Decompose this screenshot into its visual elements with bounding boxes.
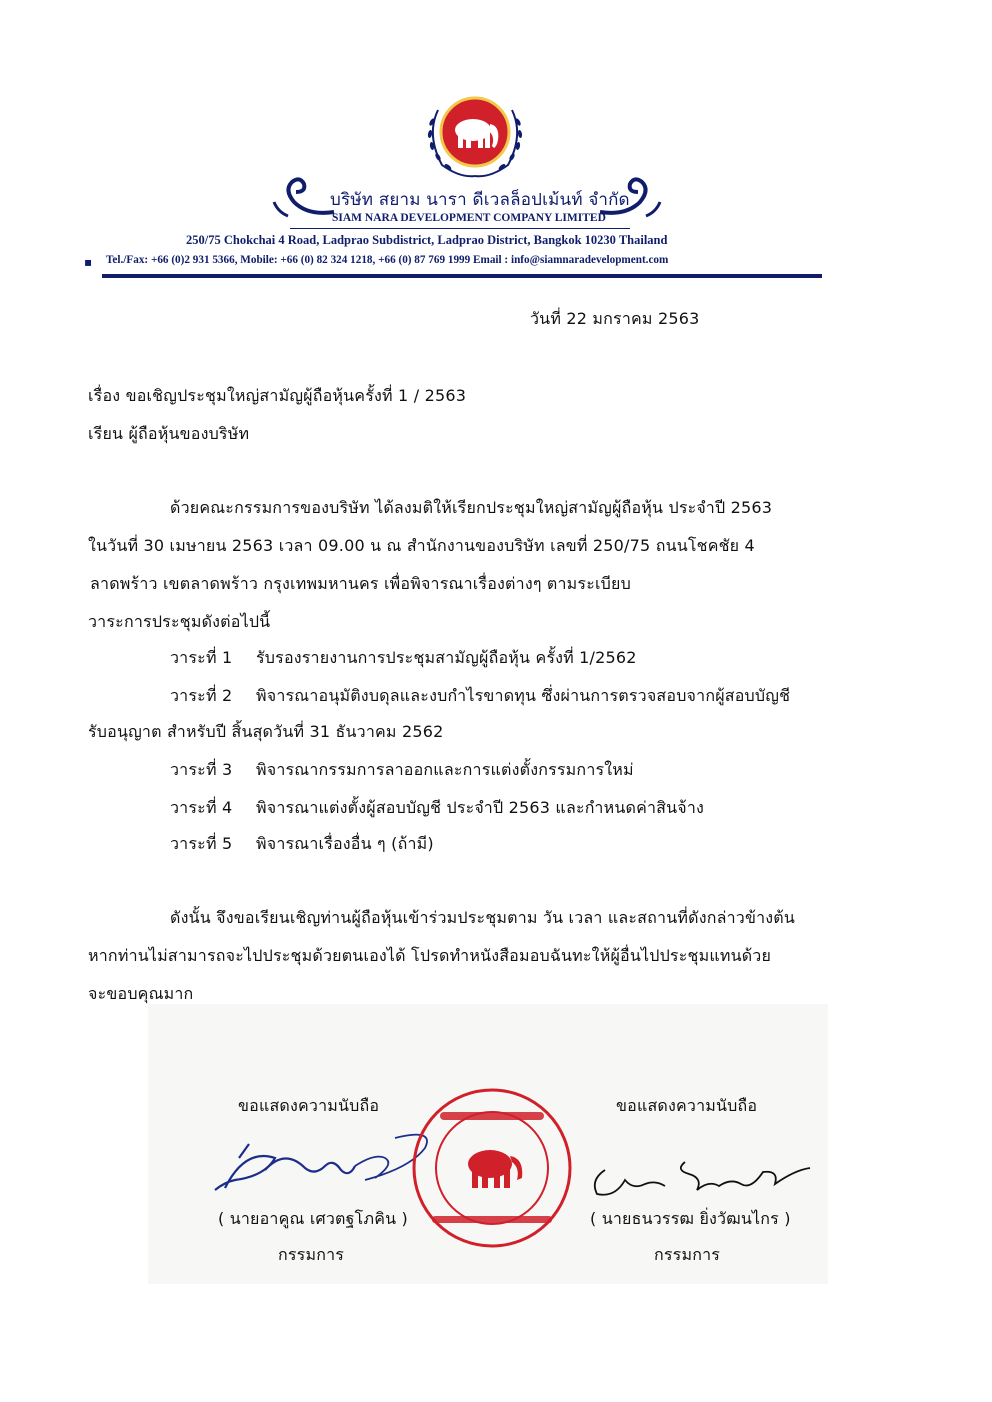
closing-right: ขอแสดงความนับถือ bbox=[616, 1096, 758, 1115]
agenda-4-number: วาระที่ 4 bbox=[170, 798, 233, 817]
agenda-3-text: พิจารณากรรมการลาออกและการแต่งตั้งกรรมการใหม่ bbox=[256, 760, 634, 779]
company-contact: Tel./Fax: +66 (0)2 931 5366, Mobile: +66 (0) 82 324 1218, +66 (0) 87 769 1999 Email : info@siamnaradevelopment.com bbox=[106, 254, 669, 266]
letter-date: วันที่ 22 มกราคม 2563 bbox=[530, 309, 700, 328]
company-address: 250/75 Chokchai 4 Road, Ladprao Subdistrict, Ladprao District, Bangkok 10230 Thailand bbox=[186, 233, 668, 247]
handwritten-signature-left bbox=[205, 1118, 445, 1208]
company-name-thai: บริษัท สยาม นารา ดีเวลล็อปเม้นท์ จำกัด bbox=[330, 190, 630, 210]
letter-subject: เรื่อง ขอเชิญประชุมใหญ่สามัญผู้ถือหุ้นครั้งที่ 1 / 2563 bbox=[88, 386, 467, 405]
left-scroll-ornament-icon bbox=[268, 172, 338, 222]
paragraph-1-line-4: วาระการประชุมดังต่อไปนี้ bbox=[88, 612, 271, 631]
agenda-5-number: วาระที่ 5 bbox=[170, 834, 233, 853]
paragraph-1-line-2: ในวันที่ 30 เมษายน 2563 เวลา 09.00 น ณ สำนักงานของบริษัท เลขที่ 250/75 ถนนโชคชัย 4 bbox=[88, 536, 755, 555]
signatory-name-left: ( นายอาคูณ เศวตฐโภคิน ) bbox=[218, 1209, 408, 1228]
paragraph-2-line-2: หากท่านไม่สามารถจะไปประชุมด้วยตนเองได้ โปรดทำหนังสือมอบฉันทะให้ผู้อื่นไปประชุมแทนด้วย bbox=[88, 946, 772, 965]
agenda-1-number: วาระที่ 1 bbox=[170, 648, 233, 667]
bullet-mark: ▪ bbox=[84, 255, 93, 269]
elephant-emblem-icon bbox=[420, 90, 530, 180]
agenda-2-number: วาระที่ 2 bbox=[170, 686, 233, 705]
header-rule bbox=[102, 274, 822, 278]
agenda-1-text: รับรองรายงานการประชุมสามัญผู้ถือหุ้น ครั้งที่ 1/2562 bbox=[256, 648, 637, 667]
agenda-5-text: พิจารณาเรื่องอื่น ๆ (ถ้ามี) bbox=[256, 834, 434, 853]
paragraph-2-line-1: ดังนั้น จึงขอเรียนเชิญท่านผู้ถือหุ้นเข้าร่วมประชุมตาม วัน เวลา และสถานที่ดังกล่าวข้างต้น bbox=[170, 908, 796, 927]
company-name-english: SIAM NARA DEVELOPMENT COMPANY LIMITED bbox=[332, 212, 606, 224]
letter-recipient: เรียน ผู้ถือหุ้นของบริษัท bbox=[88, 424, 250, 443]
agenda-3-number: วาระที่ 3 bbox=[170, 760, 233, 779]
signatory-title-right: กรรมการ bbox=[654, 1245, 721, 1264]
signatory-title-left: กรรมการ bbox=[278, 1245, 345, 1264]
header-divider bbox=[290, 228, 630, 229]
closing-left: ขอแสดงความนับถือ bbox=[238, 1096, 380, 1115]
paragraph-2-line-3: จะขอบคุณมาก bbox=[88, 984, 194, 1003]
paragraph-1-line-1: ด้วยคณะกรรมการของบริษัท ได้ลงมติให้เรียกประชุมใหญ่สามัญผู้ถือหุ้น ประจำปี 2563 bbox=[170, 498, 773, 517]
company-stamp-icon bbox=[410, 1086, 574, 1250]
agenda-2-text: พิจารณาอนุมัติงบดุลและงบกำไรขาดทุน ซึ่งผ่านการตรวจสอบจากผู้สอบบัญชี bbox=[256, 686, 791, 705]
agenda-4-text: พิจารณาแต่งตั้งผู้สอบบัญชี ประจำปี 2563 และกำหนดค่าสินจ้าง bbox=[256, 798, 705, 817]
signatory-name-right: ( นายธนวรรฒ ยิ่งวัฒนไกร ) bbox=[590, 1209, 791, 1228]
paragraph-1-line-3: ลาดพร้าว เขตลาดพร้าว กรุงเทพมหานคร เพื่อพิจารณาเรื่องต่างๆ ตามระเบียบ bbox=[90, 574, 631, 593]
agenda-2-continuation: รับอนุญาต สำหรับปี สิ้นสุดวันที่ 31 ธันวาคม 2562 bbox=[88, 722, 444, 741]
handwritten-signature-right bbox=[585, 1150, 815, 1210]
